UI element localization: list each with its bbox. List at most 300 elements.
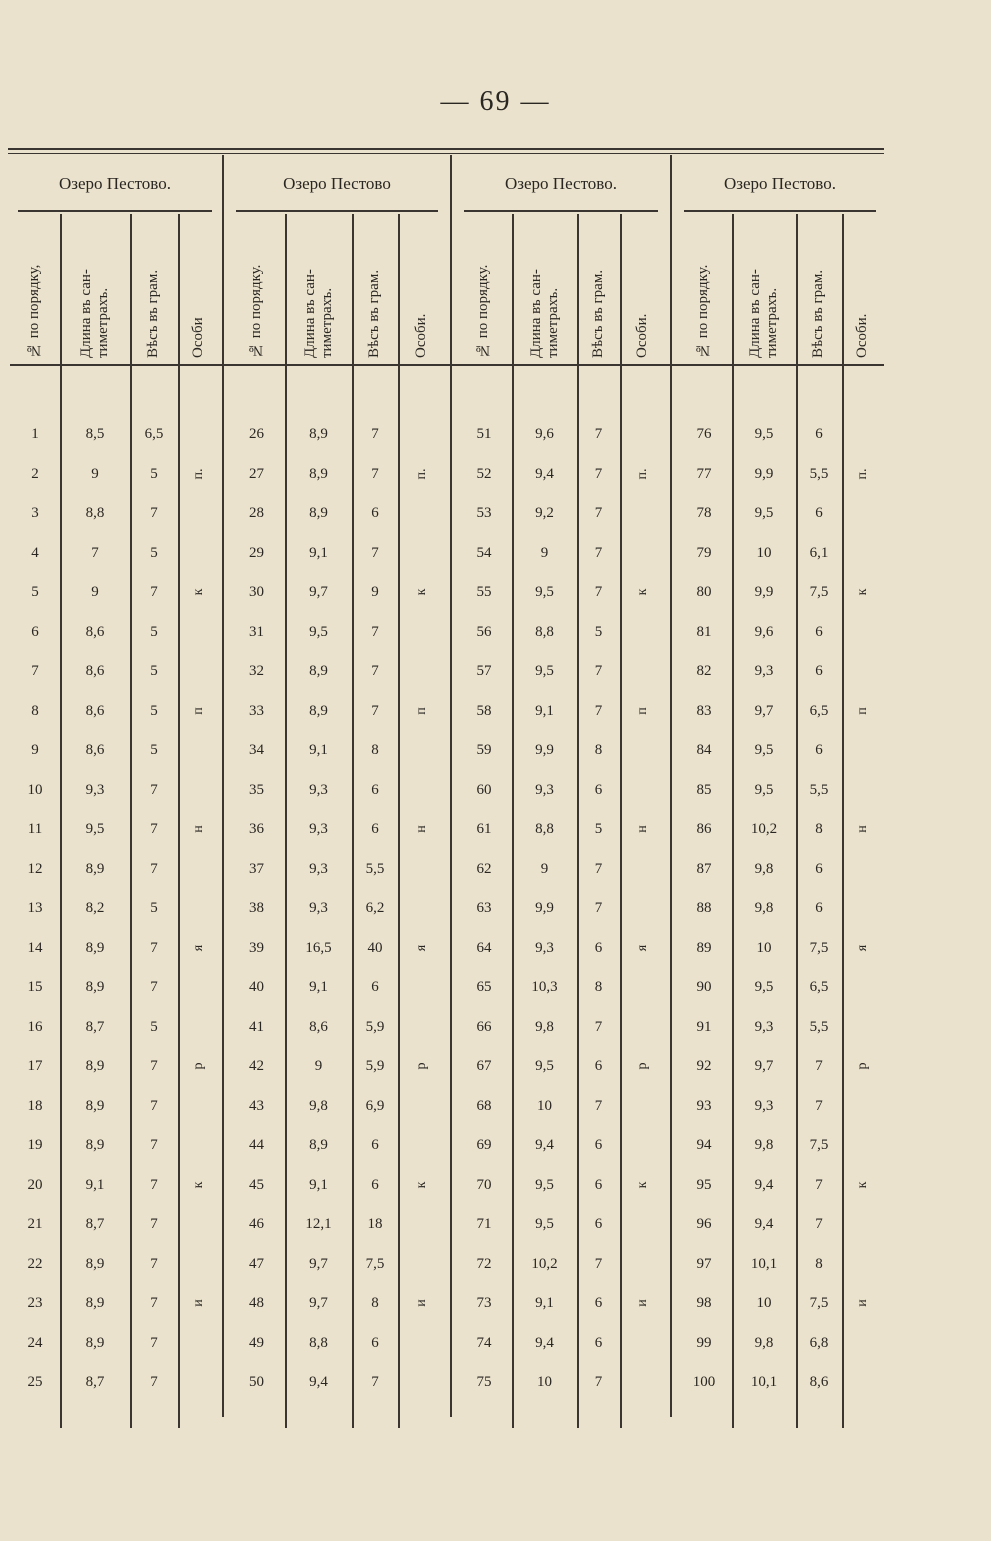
group-title: Озеро Пестово. [59, 174, 171, 193]
length-value: 9,5 [535, 663, 554, 679]
column-header: № по порядку. [247, 264, 264, 358]
side-letter: н [191, 825, 206, 833]
side-letter: я [635, 944, 650, 951]
row-number: 43 [249, 1097, 264, 1114]
title-underline [18, 210, 212, 212]
row-number: 59 [476, 742, 492, 758]
length-value: 9,3 [535, 781, 554, 798]
row-number: 51 [476, 426, 492, 442]
length-value: 8,9 [85, 1255, 105, 1272]
length-value: 9,8 [535, 1018, 554, 1035]
row-number: 35 [249, 781, 264, 798]
length-value: 10,1 [750, 1374, 778, 1390]
length-value: 9,2 [535, 505, 554, 521]
length-value: 8,6 [85, 663, 105, 679]
length-value: 9,5 [309, 623, 328, 640]
side-letter: и [855, 1299, 870, 1307]
row-number: 74 [476, 1334, 492, 1351]
weight-value: 5 [150, 742, 158, 758]
row-number: 23 [27, 1295, 43, 1311]
column-header: Особи. [634, 313, 650, 358]
row-number: 32 [249, 663, 264, 679]
length-value: 9,1 [535, 1295, 554, 1311]
length-value: 9,3 [754, 663, 774, 679]
length-value: 9,6 [535, 426, 554, 442]
row-number: 25 [27, 1374, 43, 1390]
row-number: 77 [696, 465, 712, 482]
column-header: Вѣсъ въ грам. [366, 269, 382, 358]
weight-value: 7 [594, 544, 603, 561]
length-value: 9,8 [754, 900, 774, 916]
length-value: 9,1 [309, 1176, 328, 1193]
row-number: 62 [476, 860, 492, 877]
length-value: 9,5 [754, 426, 774, 442]
top-rule [8, 153, 884, 154]
side-letter: п [191, 706, 206, 715]
row-number: 99 [696, 1334, 712, 1351]
side-letter: к [414, 588, 429, 596]
length-value: 9,7 [309, 1255, 328, 1272]
side-letter: к [635, 1181, 650, 1188]
row-number: 86 [696, 821, 712, 837]
length-value: 9,9 [754, 465, 774, 482]
length-value: 8,9 [85, 1137, 105, 1153]
length-value: 10 [756, 1295, 772, 1311]
length-value: 8,6 [85, 623, 105, 640]
length-value: 9,5 [535, 1176, 554, 1193]
weight-value: 6 [594, 939, 603, 956]
weight-value: 5 [150, 465, 158, 482]
weight-value: 8 [594, 742, 603, 758]
row-number: 41 [249, 1018, 264, 1035]
weight-value: 8,6 [809, 1374, 829, 1390]
length-value: 9,3 [85, 781, 105, 798]
length-value: 8,6 [309, 1018, 328, 1035]
row-number: 30 [249, 584, 264, 600]
weight-value: 7 [150, 1176, 158, 1193]
weight-value: 7 [150, 505, 158, 521]
row-number: 81 [696, 623, 712, 640]
length-value: 9,1 [535, 702, 554, 719]
length-value: 9,3 [309, 781, 328, 798]
weight-value: 6 [371, 1334, 379, 1351]
weight-value: 8 [815, 821, 823, 837]
weight-value: 6 [594, 1058, 603, 1074]
length-value: 9,7 [309, 584, 328, 600]
weight-value: 18 [367, 1216, 383, 1232]
weight-value: 7,5 [809, 1295, 829, 1311]
weight-value: 7 [150, 1374, 158, 1390]
row-number: 78 [696, 505, 712, 521]
title-underline [464, 210, 658, 212]
side-letter: н [414, 825, 429, 833]
weight-value: 6 [815, 623, 823, 640]
weight-value: 6 [594, 1216, 603, 1232]
weight-value: 6 [815, 900, 823, 916]
weight-value: 6 [594, 1334, 603, 1351]
row-number: 34 [249, 742, 264, 758]
length-value: 10 [756, 544, 772, 561]
weight-value: 5 [594, 623, 603, 640]
side-letter: я [191, 944, 206, 951]
weight-value: 7 [150, 1137, 158, 1153]
weight-value: 6 [371, 781, 379, 798]
weight-value: 5 [594, 821, 603, 837]
row-number: 17 [27, 1058, 43, 1074]
row-number: 48 [249, 1295, 264, 1311]
weight-value: 6 [815, 860, 823, 877]
weight-value: 6,2 [365, 900, 385, 916]
group-title: Озеро Пестово. [505, 174, 617, 193]
length-value: 9,7 [754, 1058, 774, 1074]
group-title: Озеро Пестово [283, 174, 391, 193]
row-number: 95 [696, 1176, 712, 1193]
weight-value: 6,5 [809, 702, 829, 719]
row-number: 5 [31, 584, 39, 600]
weight-value: 7 [594, 465, 603, 482]
length-value: 9,5 [754, 979, 774, 995]
length-value: 8,8 [85, 505, 105, 521]
row-number: 93 [696, 1097, 712, 1114]
row-number: 85 [696, 781, 712, 798]
row-number: 4 [31, 544, 39, 561]
side-letter: п. [414, 468, 429, 479]
weight-value: 7 [815, 1216, 823, 1232]
length-value: 8,9 [309, 426, 328, 442]
row-number: 94 [696, 1137, 712, 1153]
length-value: 9,1 [85, 1176, 105, 1193]
row-number: 90 [696, 979, 712, 995]
row-number: 31 [249, 623, 264, 640]
length-value: 9,4 [535, 1137, 554, 1153]
weight-value: 5,5 [809, 465, 829, 482]
length-value: 9,3 [754, 1097, 774, 1114]
row-number: 68 [476, 1097, 492, 1114]
row-number: 11 [27, 821, 43, 837]
side-letter: п [414, 706, 429, 715]
length-value: 10,3 [531, 979, 558, 995]
title-underline [684, 210, 876, 212]
side-letter: р [414, 1062, 429, 1070]
length-value: 8,9 [85, 1097, 105, 1114]
weight-value: 5 [150, 544, 158, 561]
weight-value: 6,5 [144, 426, 164, 442]
length-value: 10 [537, 1097, 552, 1114]
length-value: 8,9 [309, 465, 328, 482]
column-header: № по порядку. [475, 264, 491, 358]
weight-value: 6,5 [809, 979, 829, 995]
weight-value: 7 [594, 900, 603, 916]
side-letter: к [635, 588, 650, 596]
weight-value: 5 [150, 900, 158, 916]
length-value: 9,4 [535, 1334, 554, 1351]
column-header: Вѣсъ въ грам. [589, 269, 606, 358]
row-number: 92 [696, 1058, 712, 1074]
weight-value: 7 [150, 1097, 158, 1114]
row-number: 87 [696, 860, 712, 877]
header-bottom-rule [10, 364, 884, 366]
weight-value: 6 [815, 426, 823, 442]
side-letter: н [855, 825, 870, 833]
weight-value: 6 [815, 742, 823, 758]
length-value: 10 [756, 939, 772, 956]
column-header: Длина въ сан- тиметрахъ. [301, 269, 335, 358]
length-value: 9,9 [535, 742, 554, 758]
weight-value: 7 [815, 1176, 823, 1193]
row-number: 52 [476, 465, 492, 482]
row-number: 3 [31, 505, 39, 521]
length-value: 9 [540, 860, 549, 877]
row-number: 49 [249, 1334, 264, 1351]
weight-value: 7 [150, 1255, 158, 1272]
row-number: 76 [696, 426, 712, 442]
weight-value: 8 [594, 979, 603, 995]
row-number: 73 [476, 1295, 492, 1311]
weight-value: 6,8 [809, 1334, 829, 1351]
length-value: 9,3 [309, 900, 328, 916]
length-value: 9,4 [309, 1374, 328, 1390]
weight-value: 5,9 [365, 1058, 385, 1074]
length-value: 8,8 [535, 623, 554, 640]
length-value: 9 [91, 584, 99, 600]
length-value: 9,1 [309, 544, 328, 561]
weight-value: 7 [815, 1058, 823, 1074]
column-divider [178, 214, 180, 1428]
length-value: 8,7 [85, 1018, 105, 1035]
weight-value: 7 [371, 623, 379, 640]
weight-value: 7 [371, 544, 379, 561]
row-number: 82 [696, 663, 712, 679]
length-value: 8,8 [309, 1334, 328, 1351]
length-value: 9,5 [535, 1058, 554, 1074]
length-value: 8,2 [85, 900, 105, 916]
row-number: 21 [27, 1216, 43, 1232]
side-letter: к [855, 1181, 870, 1188]
weight-value: 7 [150, 1058, 158, 1074]
weight-value: 7 [150, 821, 158, 837]
weight-value: 7 [150, 584, 158, 600]
row-number: 45 [249, 1176, 264, 1193]
row-number: 27 [249, 465, 264, 482]
row-number: 100 [692, 1374, 716, 1390]
weight-value: 9 [371, 584, 379, 600]
weight-value: 6 [594, 1295, 603, 1311]
weight-value: 40 [367, 939, 383, 956]
length-value: 9,3 [535, 939, 554, 956]
weight-value: 7 [371, 465, 379, 482]
row-number: 61 [476, 821, 492, 837]
row-number: 14 [27, 939, 43, 956]
weight-value: 6 [594, 781, 603, 798]
length-value: 9,9 [535, 900, 554, 916]
length-value: 10,1 [750, 1255, 778, 1272]
row-number: 75 [476, 1374, 492, 1390]
weight-value: 7,5 [809, 939, 829, 956]
length-value: 9,8 [754, 1334, 774, 1351]
length-value: 8,8 [535, 821, 554, 837]
column-divider [842, 214, 844, 1428]
weight-value: 5 [150, 623, 158, 640]
weight-value: 7 [594, 663, 603, 679]
weight-value: 7 [150, 1295, 158, 1311]
weight-value: 7,5 [809, 584, 829, 600]
title-underline [236, 210, 438, 212]
row-number: 29 [249, 544, 264, 561]
weight-value: 7 [815, 1097, 823, 1114]
length-value: 9,4 [754, 1216, 774, 1232]
row-number: 53 [476, 505, 492, 521]
row-number: 1 [31, 426, 39, 442]
row-number: 2 [31, 465, 39, 482]
row-number: 37 [249, 860, 264, 877]
row-number: 84 [696, 742, 712, 758]
row-number: 79 [696, 544, 712, 561]
column-header: № по порядку. [695, 264, 711, 358]
row-number: 89 [696, 939, 712, 956]
row-number: 70 [476, 1176, 492, 1193]
row-number: 80 [696, 584, 712, 600]
row-number: 8 [31, 702, 39, 719]
row-number: 54 [476, 544, 492, 561]
weight-value: 7,5 [809, 1137, 829, 1153]
weight-value: 7,5 [365, 1255, 385, 1272]
length-value: 8,9 [85, 1058, 105, 1074]
weight-value: 7 [594, 1255, 603, 1272]
row-number: 9 [31, 742, 39, 758]
length-value: 9,3 [309, 860, 328, 877]
length-value: 9,5 [754, 781, 774, 798]
side-letter: и [635, 1299, 650, 1307]
weight-value: 6 [815, 505, 823, 521]
column-header: Вѣсъ въ грам. [810, 269, 826, 358]
length-value: 9 [91, 465, 99, 482]
length-value: 8,5 [85, 426, 105, 442]
length-value: 8,9 [309, 1137, 328, 1153]
weight-value: 6 [371, 1176, 379, 1193]
row-number: 63 [476, 900, 492, 916]
weight-value: 7 [594, 1018, 603, 1035]
side-letter: п. [635, 468, 650, 479]
column-divider [620, 214, 622, 1428]
weight-value: 8 [371, 742, 379, 758]
column-divider [398, 214, 400, 1428]
row-number: 56 [476, 623, 492, 640]
row-number: 33 [249, 702, 264, 719]
row-number: 20 [27, 1176, 43, 1193]
length-value: 8,6 [85, 702, 105, 719]
weight-value: 7 [150, 781, 158, 798]
column-header: Особи. [854, 313, 870, 358]
group-title: Озеро Пестово. [724, 174, 836, 193]
length-value: 9,7 [309, 1295, 328, 1311]
row-number: 67 [476, 1058, 492, 1074]
weight-value: 6,9 [365, 1097, 385, 1114]
row-number: 83 [696, 702, 712, 719]
row-number: 58 [476, 702, 492, 719]
length-value: 8,9 [85, 860, 105, 877]
row-number: 10 [27, 781, 43, 798]
row-number: 12 [27, 860, 43, 877]
side-letter: к [855, 588, 870, 596]
column-header: Длина въ сан- тиметрахъ. [527, 269, 561, 358]
row-number: 69 [476, 1137, 492, 1153]
length-value: 9,3 [309, 821, 328, 837]
weight-value: 5 [150, 702, 158, 719]
row-number: 98 [696, 1295, 712, 1311]
weight-value: 6,1 [809, 544, 829, 561]
column-header: Длина въ сан- тиметрахъ. [78, 269, 111, 358]
side-letter: н [635, 825, 650, 833]
group-separator [670, 155, 672, 1417]
length-value: 8,9 [309, 663, 328, 679]
row-number: 47 [249, 1255, 264, 1272]
side-letter: я [855, 944, 870, 951]
row-number: 18 [27, 1097, 43, 1114]
length-value: 8,6 [85, 742, 105, 758]
row-number: 40 [249, 979, 264, 995]
length-value: 16,5 [305, 939, 332, 956]
weight-value: 7 [594, 702, 603, 719]
weight-value: 6 [371, 505, 379, 521]
row-number: 64 [476, 939, 492, 956]
weight-value: 5,5 [365, 860, 385, 877]
weight-value: 5 [150, 663, 158, 679]
column-header: № по порядку, [26, 264, 42, 358]
weight-value: 7 [594, 505, 603, 521]
weight-value: 6 [594, 1176, 603, 1193]
side-letter: п [635, 706, 650, 715]
row-number: 42 [249, 1058, 264, 1074]
length-value: 8,9 [85, 979, 105, 995]
side-letter: и [191, 1299, 206, 1307]
side-letter: к [414, 1181, 429, 1188]
weight-value: 7 [371, 702, 379, 719]
side-letter: я [414, 944, 429, 951]
weight-value: 7 [371, 1374, 379, 1390]
row-number: 66 [476, 1018, 492, 1035]
length-value: 9,5 [85, 821, 105, 837]
weight-value: 7 [594, 426, 603, 442]
weight-value: 7 [150, 860, 158, 877]
column-header: Вѣсъ въ грам. [145, 269, 161, 358]
length-value: 9,9 [754, 584, 774, 600]
length-value: 9,8 [754, 860, 774, 877]
weight-value: 7 [371, 663, 379, 679]
weight-value: 8 [815, 1255, 823, 1272]
weight-value: 6 [815, 663, 823, 679]
row-number: 44 [249, 1137, 264, 1153]
side-letter: р [191, 1062, 206, 1070]
weight-value: 6 [371, 821, 379, 837]
row-number: 88 [696, 900, 712, 916]
row-number: 96 [696, 1216, 712, 1232]
row-number: 97 [696, 1255, 712, 1272]
weight-value: 6 [371, 979, 379, 995]
row-number: 46 [249, 1216, 264, 1232]
row-number: 26 [249, 426, 264, 442]
length-value: 9,5 [535, 584, 554, 600]
row-number: 24 [27, 1334, 43, 1351]
weight-value: 7 [150, 1334, 158, 1351]
length-value: 9,5 [754, 742, 774, 758]
length-value: 8,9 [309, 702, 328, 719]
length-value: 10 [537, 1374, 552, 1390]
row-number: 6 [31, 623, 39, 640]
length-value: 10,2 [750, 821, 778, 837]
row-number: 15 [27, 979, 43, 995]
length-value: 8,9 [85, 1334, 105, 1351]
row-number: 39 [249, 939, 264, 956]
